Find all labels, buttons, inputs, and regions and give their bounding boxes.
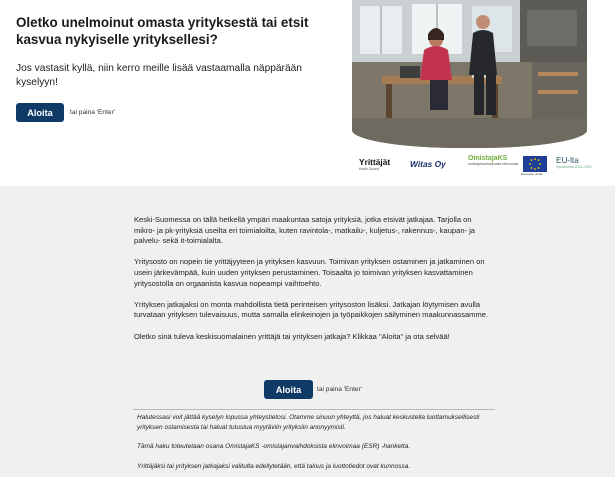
start-button-top[interactable]: Aloita <box>16 103 64 122</box>
divider <box>133 409 495 410</box>
footnote: Tämä haku toteutetaan osana OmistajaKS -omistajanvaihdoksista elinvoimaa (ESR) -hanketta. <box>137 443 411 451</box>
eu-caption: Euroopan unioni <box>521 172 543 176</box>
yrittajat-logo <box>359 157 390 171</box>
body-paragraph: Oletko sinä tuleva keskisuomalainen yrittäjä tai yrityksen jatkaja? Klikkaa "Aloita" ja ota selvää! <box>134 331 450 341</box>
euita-logo-text: EU-lta <box>556 156 579 165</box>
omistajaks-logo-sub: omistajanvaihdoksista elinvoimaa <box>468 162 519 166</box>
hero-subline: Jos vastasit kyllä, niin kerro meille lisää vastaamalla näppärään kyselyyn! <box>16 63 302 88</box>
enter-hint-top: tai paina 'Enter' <box>70 109 116 116</box>
hero-section <box>0 0 615 186</box>
hero-headline: Oletko unelmoinut omasta yrityksestä tai etsit kasvua nykyiselle yrityksellesi? <box>16 15 309 47</box>
yrittajat-logo-sub: Keski-Suomi <box>359 167 380 171</box>
eu-flag-icon <box>523 156 547 172</box>
footnote: Halutessasi voit jättää kyselyn lopussa yhteystietosi. Otamme sinuun yhteyttä, jos haluat keskustella luottamuksellisesti yrityksen ostamisesta tai haluat tutustua myytäviin yrityksiin anonyymisti. <box>137 414 480 431</box>
yrittajat-logo-text: Yrittäjät <box>359 157 391 167</box>
footnote: Yrittäjäksi tai yrityksen jatkajaksi valitulta edellytetään, että talous ja luottotiedot ovat kunnossa. <box>137 462 411 470</box>
start-button-main[interactable]: Aloita <box>264 380 313 399</box>
witas-logo: Witas Oy <box>410 159 446 169</box>
euita-logo-sub: Vipuvoimaa 2014–2020 <box>556 165 592 169</box>
euita-logo <box>556 156 592 169</box>
body-paragraph: Keski-Suomessa on tällä hetkellä ympäri maakuntaa satoja yrityksiä, jotka etsivät jatkajaa. Tarjolla on mikro- ja pk-yrityksiä useilta eri toimialoilta, kuten ravintola-, matkailu-, kuljetus-, rakennus-, kaupan- ja palvelu- sekä it-toimialalta. <box>134 215 475 246</box>
body-paragraph: Yritysosto on nopein tie yrittäjyyteen ja yrityksen kasvuun. Toimivan yrityksen ostaminen ja jatkaminen on usein järkevämpää, kuin uuden yrityksen perustaminen. Toisaalta jo toimivan yrityksen kasvattaminen yritysostolla on orgaanista kasvua nopeampi vaihtoehto. <box>134 257 485 288</box>
body-paragraph: Yrityksen jatkajaksi on monta mahdollista tietä perinteisen yritysoston lisäksi. Jatkajan löytymisen avulla turvataan yrityksen tulevaisuus, mutta samalla elinkeinojen ja työpaikkojen säilyminen maakunnassamme. <box>134 299 489 320</box>
hero-photo <box>352 0 587 148</box>
omistajaks-logo <box>468 155 518 166</box>
partner-logos <box>355 154 595 180</box>
footnotes <box>137 413 492 482</box>
omistajaks-logo-text: OmistajaKS <box>468 155 508 162</box>
body-text <box>134 215 494 353</box>
enter-hint-main: tai paina 'Enter' <box>317 386 363 393</box>
